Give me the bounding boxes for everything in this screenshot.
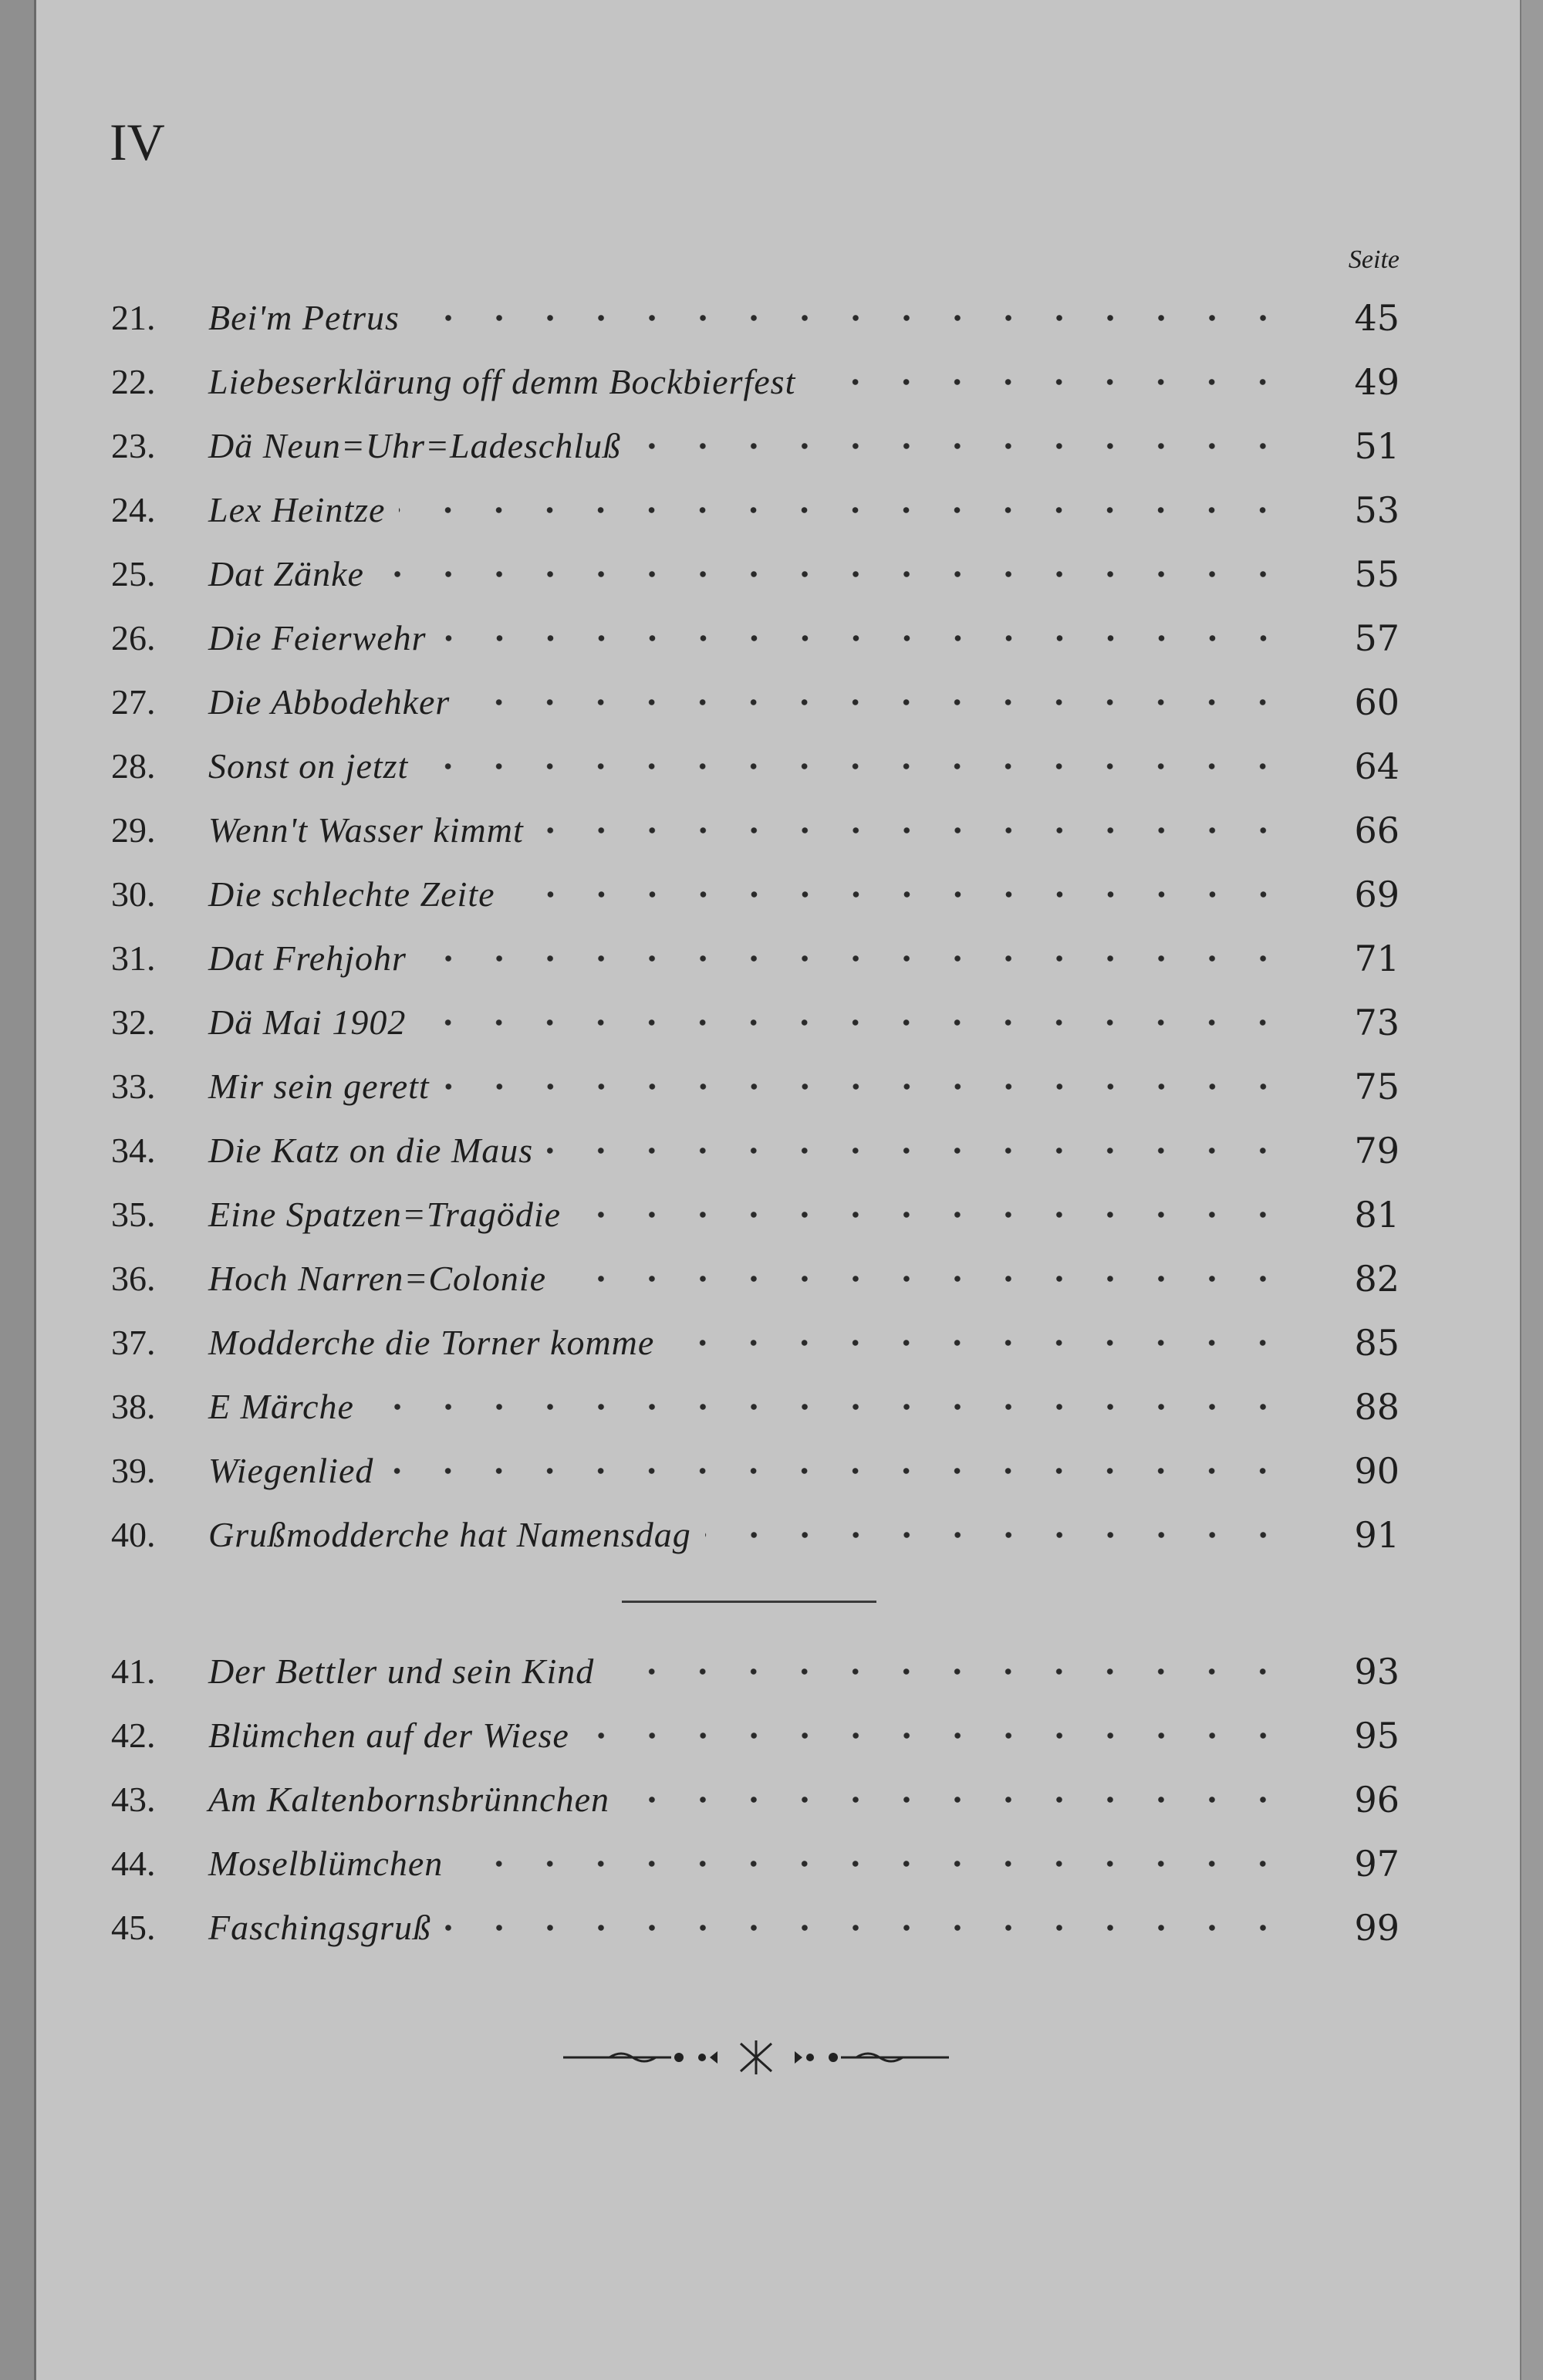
toc-entry bbox=[111, 990, 1400, 1054]
entry-page: 73 bbox=[1354, 1001, 1400, 1043]
entry-title: Lex Heintze bbox=[208, 490, 386, 529]
dot-leader bbox=[608, 1654, 1288, 1689]
entry-number: 37. bbox=[111, 1323, 156, 1362]
entry-title: Mir sein gerett bbox=[208, 1067, 430, 1106]
toc-entry bbox=[111, 1767, 1400, 1831]
entry-number: 39. bbox=[111, 1451, 156, 1490]
entry-number: 30. bbox=[111, 874, 156, 914]
entry-title: Moselblümchen bbox=[208, 1844, 444, 1883]
dot-leader bbox=[441, 620, 1288, 656]
entry-title: Faschingsgruß bbox=[208, 1908, 431, 1947]
dot-leader bbox=[705, 1517, 1288, 1553]
toc-entry bbox=[111, 1374, 1400, 1438]
entry-title: Die Katz on die Maus bbox=[208, 1131, 534, 1170]
toc-entry bbox=[111, 926, 1400, 990]
entry-title: Eine Spatzen=Tragödie bbox=[208, 1195, 562, 1234]
dot-leader bbox=[414, 300, 1288, 336]
dot-leader bbox=[560, 1261, 1288, 1296]
table-of-contents bbox=[111, 286, 1400, 1567]
dot-leader bbox=[420, 941, 1288, 976]
entry-page: 71 bbox=[1354, 937, 1400, 979]
entry-page: 90 bbox=[1354, 1449, 1400, 1492]
entry-number: 32. bbox=[111, 1002, 156, 1042]
dot-leader bbox=[547, 1133, 1288, 1168]
toc-entry bbox=[111, 798, 1400, 862]
toc-entry bbox=[111, 1895, 1400, 1959]
toc-entry bbox=[111, 1438, 1400, 1503]
table-of-contents-continued bbox=[111, 1639, 1400, 1959]
entry-number: 38. bbox=[111, 1387, 156, 1426]
entry-page: 75 bbox=[1354, 1065, 1400, 1107]
entry-number: 28. bbox=[111, 746, 156, 786]
dot-leader bbox=[635, 428, 1288, 464]
entry-number: 44. bbox=[111, 1844, 156, 1883]
toc-entry bbox=[111, 606, 1400, 670]
entry-page: 93 bbox=[1354, 1650, 1400, 1692]
entry-page: 97 bbox=[1354, 1842, 1400, 1885]
entry-title: Blümchen auf der Wiese bbox=[208, 1716, 569, 1755]
entry-number: 22. bbox=[111, 362, 156, 401]
dot-leader bbox=[809, 364, 1288, 400]
toc-entry bbox=[111, 1639, 1400, 1703]
entry-page: 95 bbox=[1354, 1714, 1400, 1756]
entry-page: 85 bbox=[1354, 1321, 1400, 1364]
page-number: IV bbox=[110, 113, 165, 171]
entry-number: 25. bbox=[111, 554, 156, 593]
entry-page: 91 bbox=[1354, 1513, 1400, 1556]
entry-page: 53 bbox=[1354, 489, 1400, 531]
entry-page: 81 bbox=[1354, 1193, 1400, 1236]
entry-title: Sonst on jetzt bbox=[208, 746, 409, 786]
entry-page: 69 bbox=[1354, 873, 1400, 915]
toc-entry bbox=[111, 542, 1400, 606]
dot-leader bbox=[420, 1005, 1288, 1040]
binding-edge bbox=[0, 0, 36, 2380]
entry-page: 45 bbox=[1354, 296, 1400, 339]
toc-entry bbox=[111, 286, 1400, 350]
floral-tailpiece-icon bbox=[555, 2034, 957, 2081]
dot-leader bbox=[378, 556, 1288, 592]
entry-number: 42. bbox=[111, 1716, 156, 1755]
entry-title: E Märche bbox=[208, 1387, 354, 1426]
entry-title: Dä Neun=Uhr=Ladeschluß bbox=[208, 426, 622, 465]
entry-title: Dat Zänke bbox=[208, 554, 364, 593]
entry-page: 88 bbox=[1354, 1385, 1400, 1428]
dot-leader bbox=[399, 492, 1288, 528]
entry-page: 55 bbox=[1354, 553, 1400, 595]
toc-entry bbox=[111, 862, 1400, 926]
entry-number: 41. bbox=[111, 1651, 156, 1691]
dot-leader bbox=[444, 1069, 1288, 1104]
toc-entry bbox=[111, 478, 1400, 542]
entry-title: Liebeserklärung off demm Bockbierfest bbox=[208, 362, 796, 401]
entry-page: 49 bbox=[1354, 360, 1400, 403]
dot-leader bbox=[387, 1453, 1288, 1489]
column-header-seite: Seite bbox=[1348, 245, 1400, 274]
entry-number: 33. bbox=[111, 1067, 156, 1106]
entry-page: 64 bbox=[1354, 745, 1400, 787]
entry-number: 34. bbox=[111, 1131, 156, 1170]
toc-entry bbox=[111, 1310, 1400, 1374]
entry-title: Die Abbodehker bbox=[208, 682, 451, 722]
dot-leader bbox=[583, 1718, 1288, 1753]
entry-title: Bei'm Petrus bbox=[208, 298, 400, 337]
entry-title: Der Bettler und sein Kind bbox=[208, 1651, 595, 1691]
entry-number: 23. bbox=[111, 426, 156, 465]
toc-entry bbox=[111, 350, 1400, 414]
toc-entry bbox=[111, 414, 1400, 478]
entry-page: 60 bbox=[1354, 681, 1400, 723]
dot-leader bbox=[623, 1782, 1288, 1817]
entry-number: 29. bbox=[111, 810, 156, 850]
toc-entry bbox=[111, 1054, 1400, 1118]
dot-leader bbox=[575, 1197, 1288, 1232]
page-edge bbox=[1520, 0, 1543, 2380]
entry-title: Die Feierwehr bbox=[208, 618, 427, 658]
toc-entry bbox=[111, 1246, 1400, 1310]
entry-title: Wenn't Wasser kimmt bbox=[208, 810, 524, 850]
toc-entry bbox=[111, 1831, 1400, 1895]
dot-leader bbox=[538, 813, 1288, 848]
entry-page: 51 bbox=[1354, 424, 1400, 467]
entry-number: 26. bbox=[111, 618, 156, 658]
entry-title: Dat Frehjohr bbox=[208, 938, 407, 978]
entry-number: 43. bbox=[111, 1780, 156, 1819]
entry-number: 40. bbox=[111, 1515, 156, 1554]
toc-entry bbox=[111, 1703, 1400, 1767]
dot-leader bbox=[668, 1325, 1288, 1361]
entry-page: 96 bbox=[1354, 1778, 1400, 1820]
entry-number: 21. bbox=[111, 298, 156, 337]
entry-number: 36. bbox=[111, 1259, 156, 1298]
dot-leader bbox=[509, 877, 1288, 912]
entry-page: 99 bbox=[1354, 1906, 1400, 1949]
entry-number: 27. bbox=[111, 682, 156, 722]
dot-leader bbox=[457, 1846, 1288, 1881]
entry-number: 31. bbox=[111, 938, 156, 978]
entry-page: 57 bbox=[1354, 617, 1400, 659]
entry-title: Modderche die Torner komme bbox=[208, 1323, 655, 1362]
entry-number: 35. bbox=[111, 1195, 156, 1234]
toc-entry bbox=[111, 670, 1400, 734]
dot-leader bbox=[464, 685, 1288, 720]
entry-title: Dä Mai 1902 bbox=[208, 1002, 407, 1042]
entry-number: 24. bbox=[111, 490, 156, 529]
toc-entry bbox=[111, 1118, 1400, 1182]
entry-title: Grußmodderche hat Namensdag bbox=[208, 1515, 691, 1554]
entry-title: Am Kaltenbornsbrünnchen bbox=[208, 1780, 610, 1819]
entry-title: Hoch Narren=Colonie bbox=[208, 1259, 547, 1298]
toc-entry bbox=[111, 734, 1400, 798]
entry-page: 79 bbox=[1354, 1129, 1400, 1171]
entry-title: Wiegenlied bbox=[208, 1451, 374, 1490]
entry-page: 82 bbox=[1354, 1257, 1400, 1300]
toc-entry bbox=[111, 1503, 1400, 1567]
section-divider-rule bbox=[622, 1601, 876, 1603]
entry-title: Die schlechte Zeite bbox=[208, 874, 495, 914]
entry-page: 66 bbox=[1354, 809, 1400, 851]
toc-entry bbox=[111, 1182, 1400, 1246]
dot-leader bbox=[422, 749, 1288, 784]
dot-leader bbox=[445, 1910, 1288, 1946]
entry-number: 45. bbox=[111, 1908, 156, 1947]
dot-leader bbox=[368, 1389, 1288, 1425]
